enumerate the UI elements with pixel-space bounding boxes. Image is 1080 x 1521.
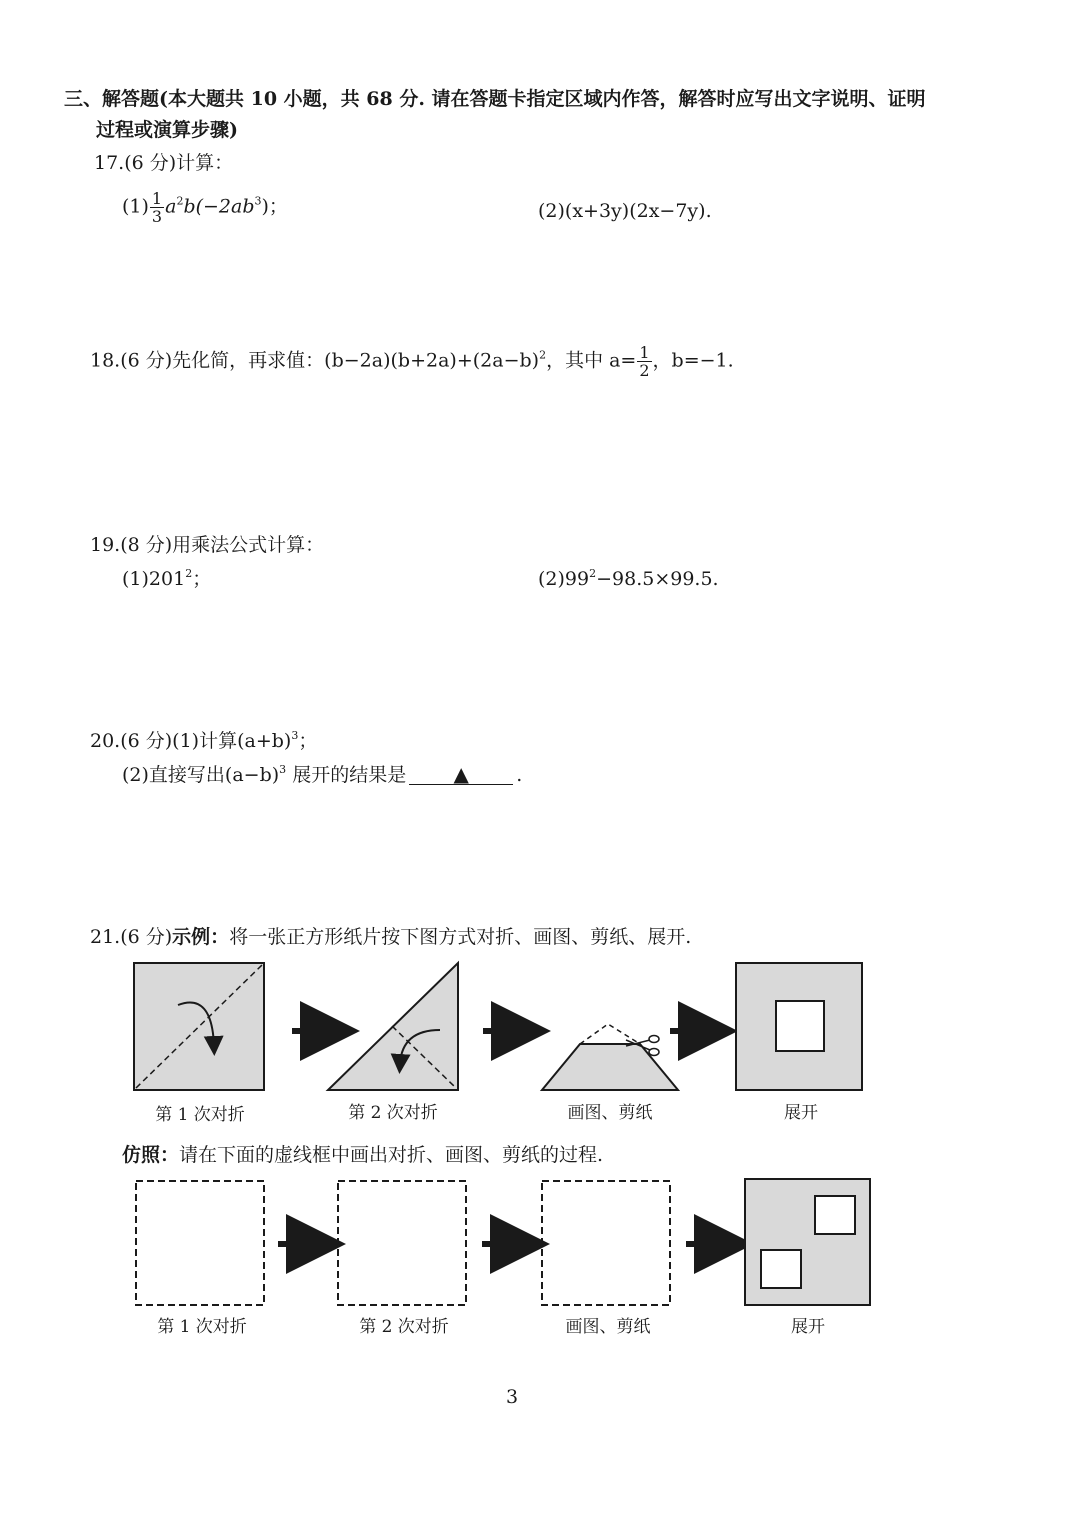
q18-frac-den: 2 <box>639 361 650 380</box>
q21-imitate-text: 请在下面的虚线框中画出对折、画图、剪纸的过程. <box>179 1144 604 1166</box>
q19-p1: (1)201 <box>122 568 186 590</box>
caption-bottom-1: 第 1 次对折 <box>157 1317 247 1337</box>
caption-bottom-3: 画图、剪纸 <box>565 1317 651 1337</box>
q19-p1-end: ； <box>192 568 212 590</box>
q19-p2-end: −98.5×99.5. <box>596 568 719 590</box>
caption-top-2: 第 2 次对折 <box>348 1103 438 1123</box>
q17-p1-a: a <box>165 195 177 218</box>
q20-p2-mid: 展开的结果是 <box>286 764 407 786</box>
q19-header: 19.(8 分)用乘法公式计算： <box>90 534 325 556</box>
q21-number: 21.(6 分) <box>90 926 173 948</box>
q17-p1-b-exp: 3 <box>254 194 262 208</box>
q17-header: 17.(6 分)计算： <box>94 152 234 174</box>
q20-p2-prefix: (2)直接写出(a−b) <box>122 764 280 786</box>
example-step3-cut <box>542 1024 678 1090</box>
q18-frac-num: 1 <box>639 343 650 362</box>
q20-p2-exp: 3 <box>279 763 287 776</box>
q17-p1-mid: b(−2ab <box>183 195 255 218</box>
imitate-unfolded-square <box>745 1179 870 1305</box>
q17-p1-prefix: (1) <box>122 195 149 218</box>
example-step2-triangle <box>328 963 458 1090</box>
example-step1-square <box>134 963 264 1090</box>
q20-p1-exp: 3 <box>291 729 299 742</box>
section-heading-line1: 三、解答题(本大题共 10 小题，共 68 分. 请在答题卡指定区域内作答，解答时应写出文字说明、证明 <box>64 88 926 110</box>
q18-end: ，b=−1. <box>652 349 734 372</box>
q18-exp: 2 <box>539 348 547 362</box>
q17-part2: (2)(x+3y)(2x−7y). <box>538 200 712 222</box>
caption-top-4: 展开 <box>784 1103 818 1123</box>
q17-p1-frac-num: 1 <box>151 189 163 208</box>
q20-p1: 20.(6 分)(1)计算(a+b) <box>90 730 292 752</box>
q20-answer-blank[interactable]: ▲ <box>409 764 513 785</box>
caption-bottom-4: 展开 <box>791 1317 825 1337</box>
imitate-box-step3[interactable] <box>542 1181 670 1305</box>
q19-p1-exp: 2 <box>185 567 193 580</box>
q18-mid: ，其中 a= <box>546 349 637 372</box>
q17-p1-frac-den: 3 <box>151 207 163 226</box>
q20-p2-end: . <box>516 764 523 786</box>
q21-example-text: 将一张正方形纸片按下图方式对折、画图、剪纸、展开. <box>229 926 692 948</box>
q21-imitate-line <box>122 1142 603 1168</box>
caption-top-3: 画图、剪纸 <box>567 1103 653 1123</box>
imitate-box-step2[interactable] <box>338 1181 466 1305</box>
section-heading-line2: 过程或演算步骤) <box>96 119 238 141</box>
q17-p1-a-exp: 2 <box>176 194 184 208</box>
q19-p2: (2)99 <box>538 568 590 590</box>
q19-p2-exp: 2 <box>589 567 597 580</box>
q17-p1-end: )； <box>261 195 288 218</box>
q21-example-label: 示例： <box>172 926 230 948</box>
q21-imitate-label: 仿照： <box>122 1144 180 1166</box>
caption-bottom-2: 第 2 次对折 <box>359 1317 449 1337</box>
q20-p1-end: ； <box>298 730 318 752</box>
page-number: 3 <box>505 1386 519 1408</box>
example-step4-unfolded <box>736 963 862 1090</box>
imitate-box-step1[interactable] <box>136 1181 264 1305</box>
caption-top-1: 第 1 次对折 <box>155 1105 245 1125</box>
q18-prefix: 18.(6 分)先化简，再求值：(b−2a)(b+2a)+(2a−b) <box>90 349 540 372</box>
